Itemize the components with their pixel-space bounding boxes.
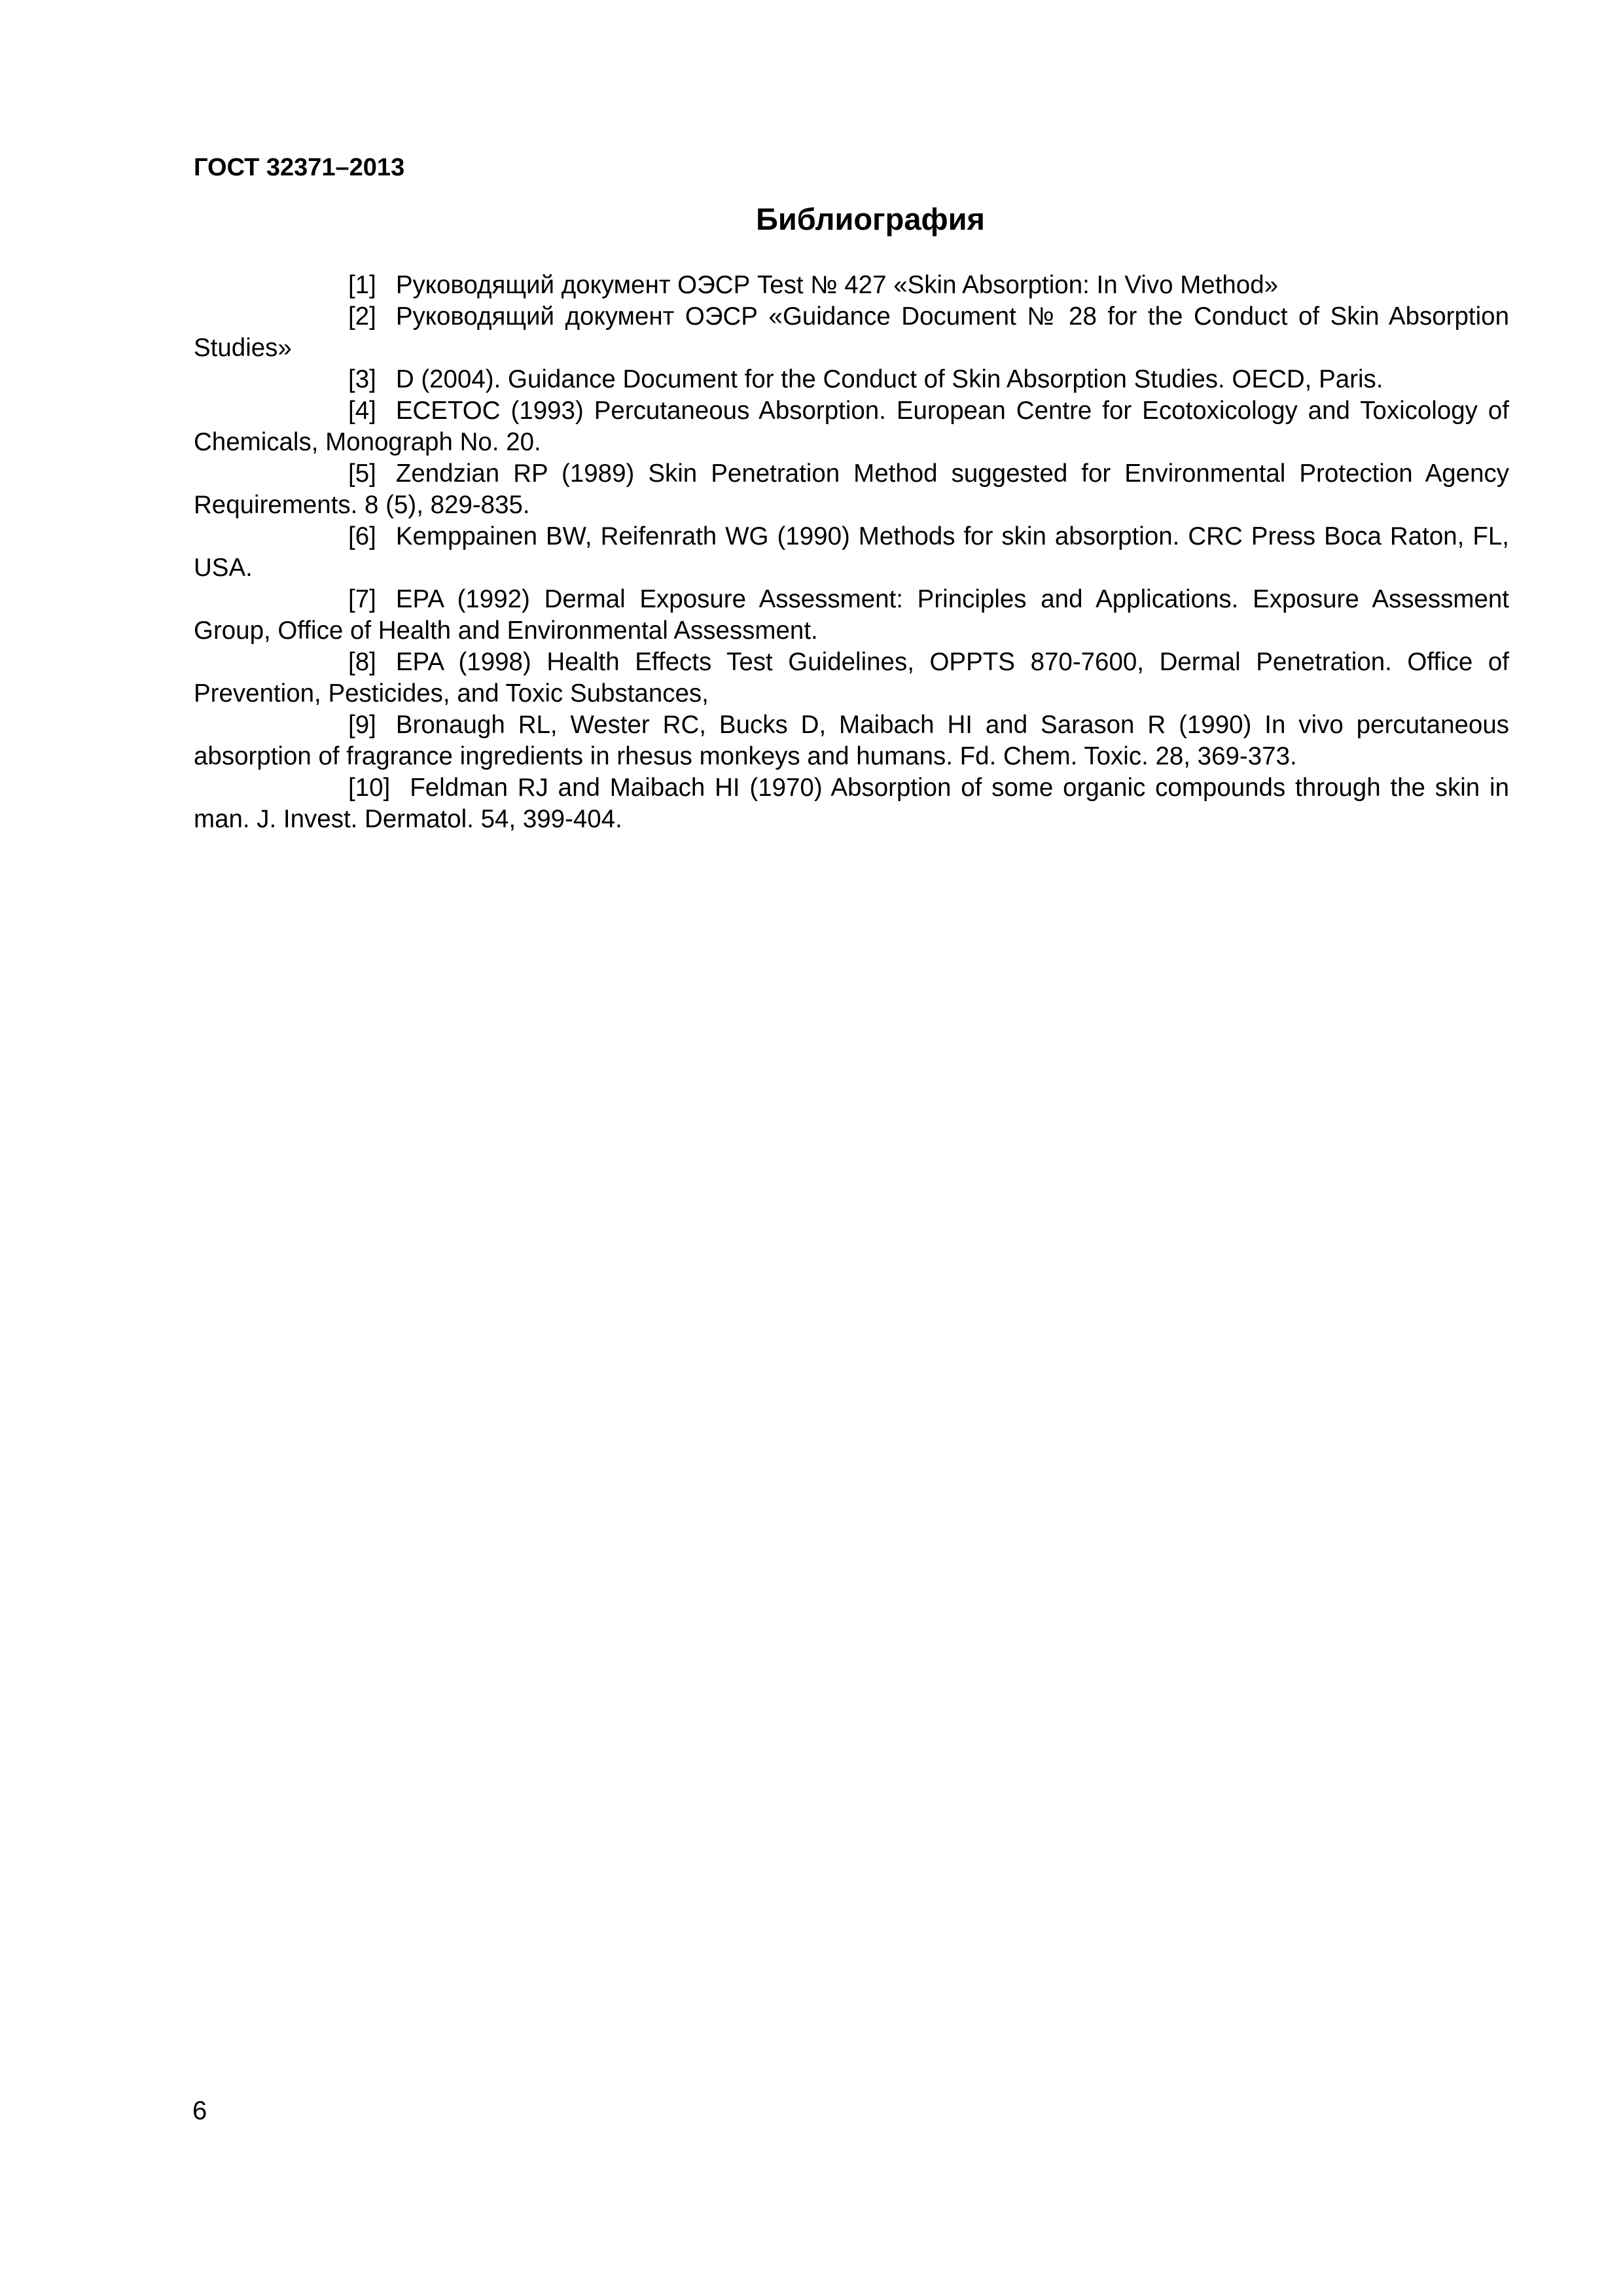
entry-number: [9] <box>348 711 376 739</box>
section-title: Библиография <box>756 202 985 236</box>
document-code: ГОСТ 32371–2013 <box>194 154 405 181</box>
entry-number: [1] <box>348 271 376 299</box>
bibliography-entry <box>194 772 1509 835</box>
bibliography-entry <box>194 647 1509 709</box>
entry-text: EPA (1992) Dermal Exposure Assessment: Principles and Applications. Exposure Assessment Group, Office of Health and Environmental Assessment. <box>194 585 1509 645</box>
bibliography-entry <box>194 584 1509 647</box>
entry-number: [8] <box>348 648 376 676</box>
bibliography-entry <box>194 364 1509 395</box>
bibliography-entry <box>194 301 1509 364</box>
bibliography-entry <box>194 270 1509 301</box>
entry-text: EPA (1998) Health Effects Test Guidelines, OPPTS 870-7600, Dermal Penetration. Office of Prevention, Pesticides, and Toxic Substances, <box>194 648 1509 708</box>
entry-text: Руководящий документ ОЭСР «Guidance Document № 28 for the Conduct of Skin Absorption Studies» <box>194 302 1509 362</box>
page-number: 6 <box>192 2096 207 2125</box>
bibliography-entry <box>194 458 1509 521</box>
entry-number: [5] <box>348 459 376 488</box>
entry-number: [6] <box>348 522 376 550</box>
bibliography-entry <box>194 395 1509 458</box>
entry-text: Руководящий документ ОЭСР Test № 427 «Skin Absorption: In Vivo Method» <box>395 271 1279 299</box>
entry-number: [2] <box>348 302 376 331</box>
entry-number: [3] <box>348 365 376 393</box>
entry-text: D (2004). Guidance Document for the Conduct of Skin Absorption Studies. OECD, Paris. <box>395 365 1383 393</box>
entry-number: [4] <box>348 397 376 425</box>
entry-number: [7] <box>348 585 376 613</box>
bibliography-list <box>194 270 1509 835</box>
bibliography-entry <box>194 521 1509 584</box>
bibliography-entry <box>194 709 1509 772</box>
entry-text: Bronaugh RL, Wester RC, Bucks D, Maibach HI and Sarason R (1990) In vivo percutaneous absorption of fragrance ingredients in rhesus monkeys and humans. Fd. Chem. Toxic. 28, 369-373. <box>194 711 1509 770</box>
entry-text: Kemppainen BW, Reifenrath WG (1990) Methods for skin absorption. CRC Press Boca Raton, FL, USA. <box>194 522 1509 582</box>
entry-number: [10] <box>348 774 391 802</box>
entry-text: ECETOC (1993) Percutaneous Absorption. European Centre for Ecotoxicology and Toxicology of Chemicals, Monograph No. 20. <box>194 397 1509 456</box>
entry-text: Feldman RJ and Maibach HI (1970) Absorption of some organic compounds through the skin in man. J. Invest. Dermatol. 54, 399-404. <box>194 774 1509 833</box>
entry-text: Zendzian RP (1989) Skin Penetration Method suggested for Environmental Protection Agency Requirements. 8 (5), 829-835. <box>194 459 1509 519</box>
